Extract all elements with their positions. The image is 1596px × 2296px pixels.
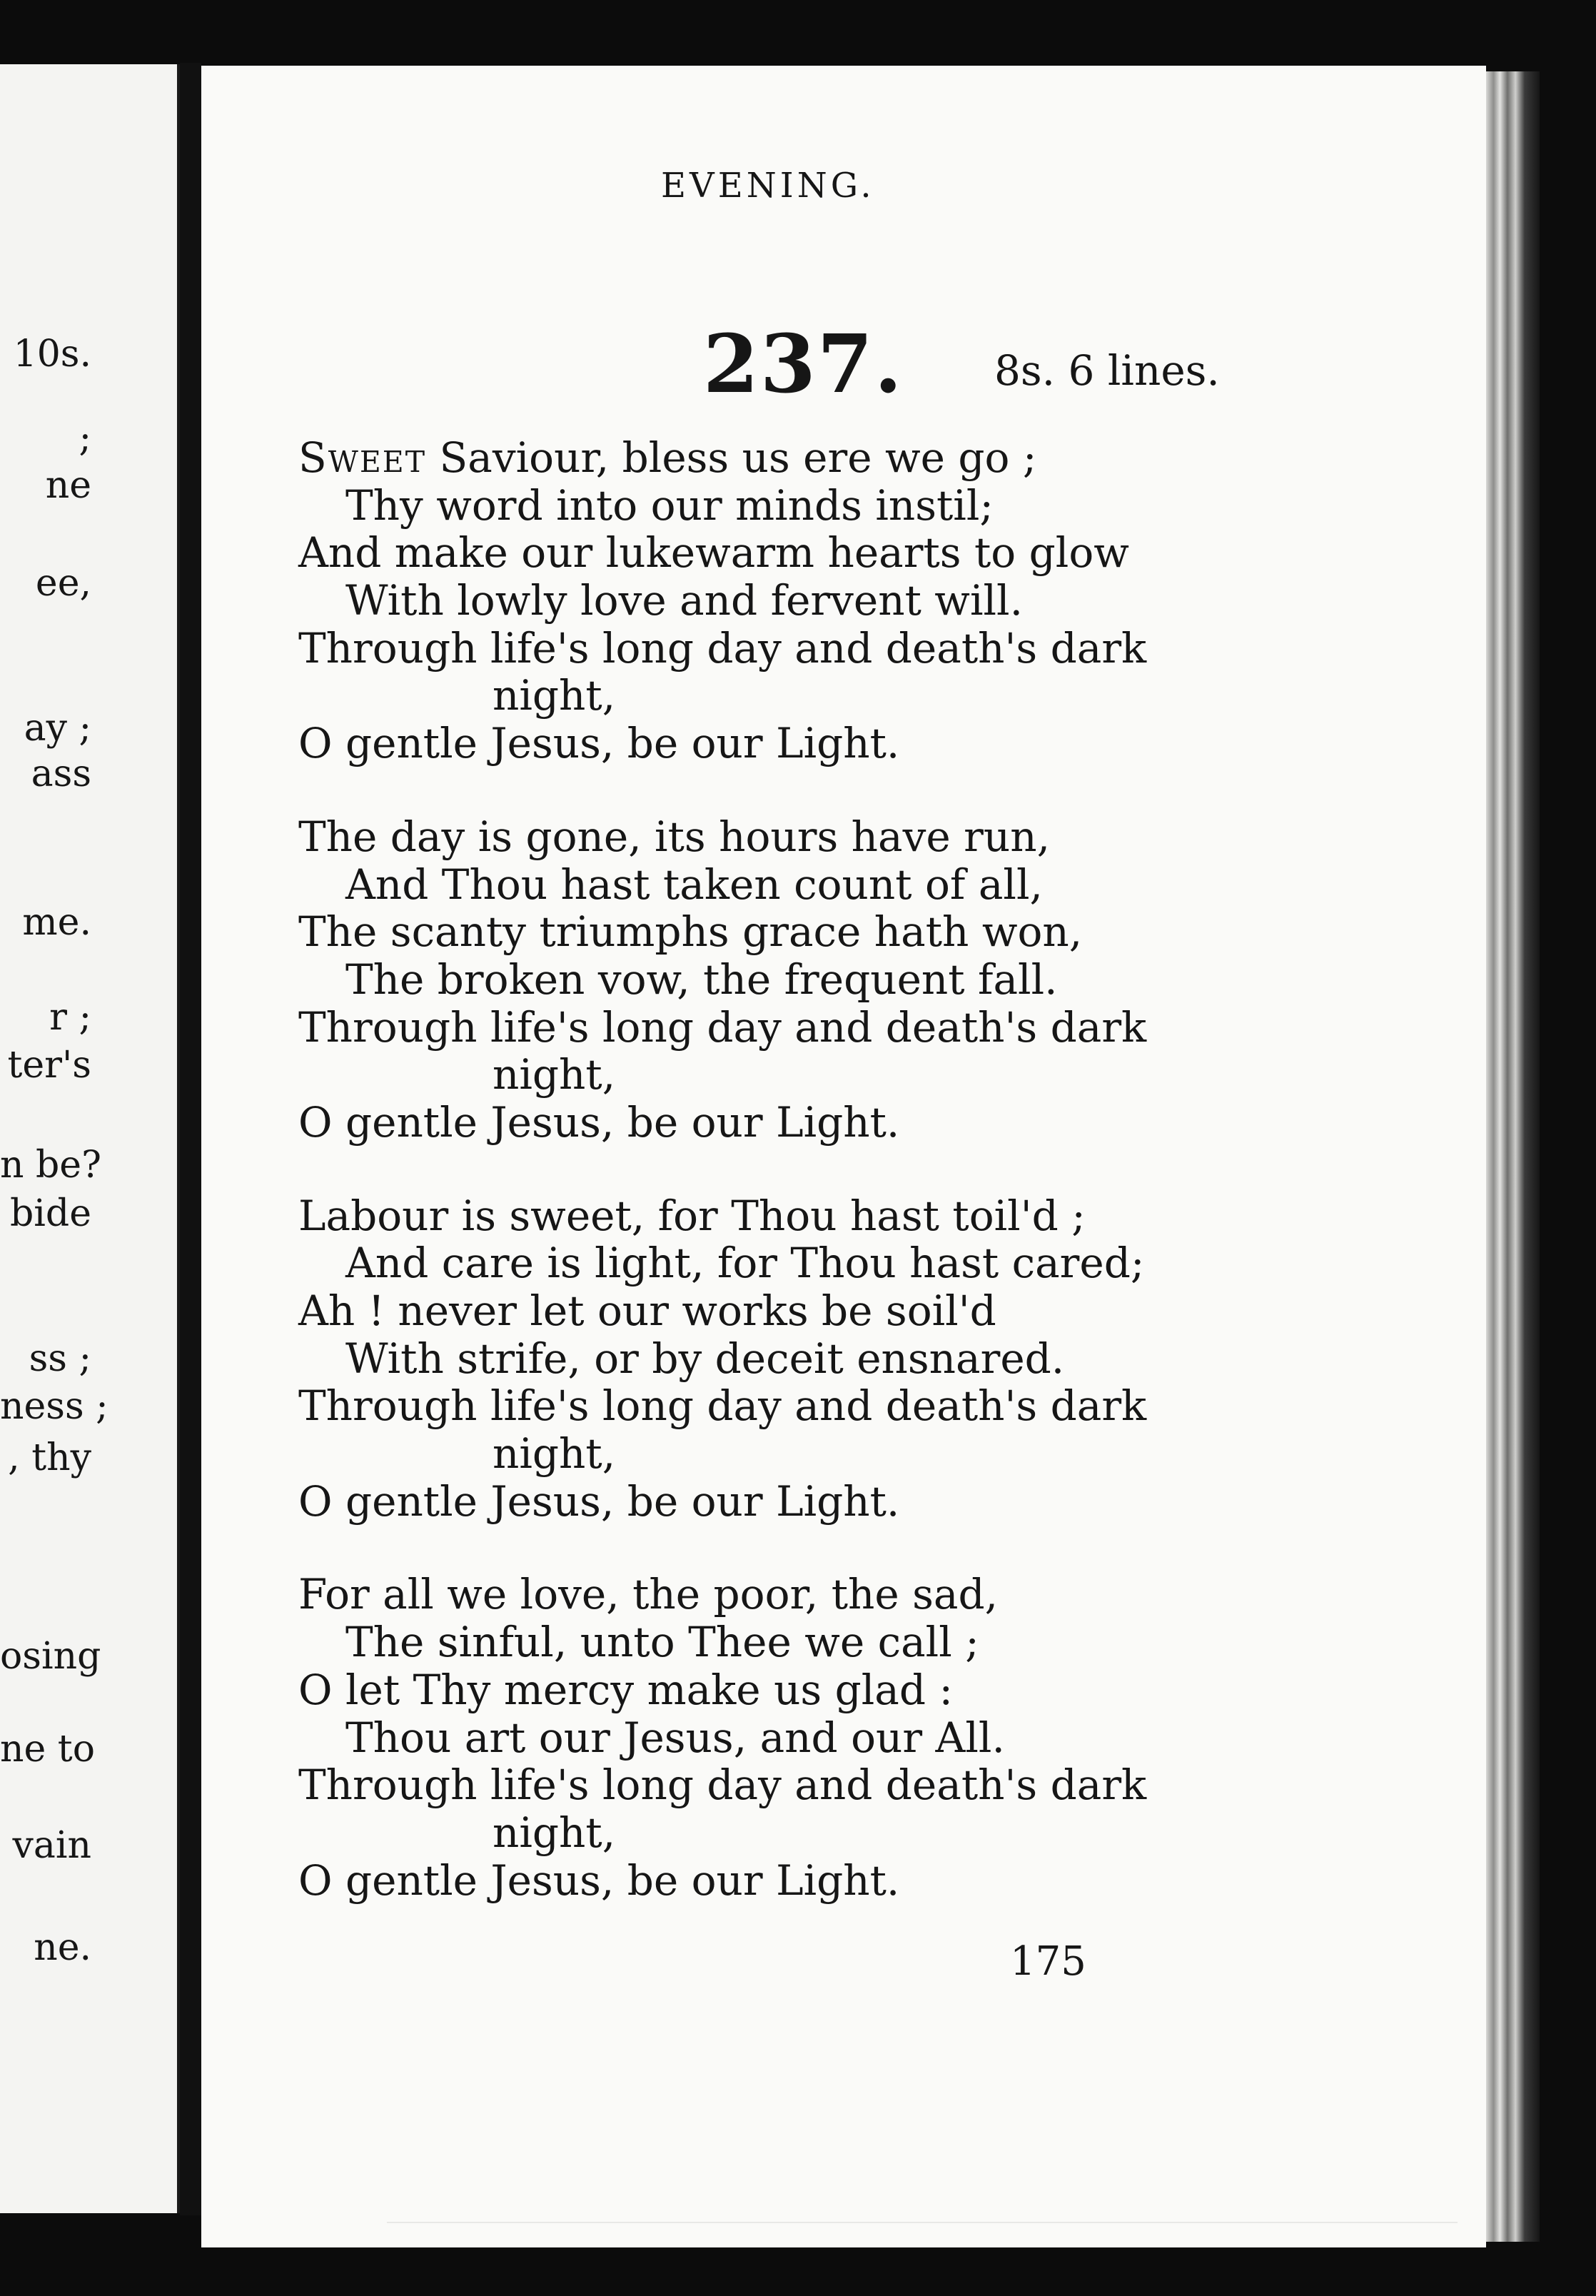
verse-line: Through life's long day and death's dark <box>298 1761 1147 1810</box>
left-page-fragment: ass <box>31 752 91 795</box>
left-page-fragment: bide <box>10 1192 91 1235</box>
verse-line: night, <box>493 1808 616 1857</box>
verse-line: And make our lukewarm hearts to glow <box>298 528 1129 578</box>
verse-line: With strife, or by deceit ensnared. <box>345 1334 1065 1383</box>
verse-line: O gentle Jesus, be our Light. <box>298 1856 900 1905</box>
left-page-fragment: ness ; <box>0 1385 108 1428</box>
verse-line: Through life's long day and death's dark <box>298 1002 1147 1052</box>
verse-line: The sinful, unto Thee we call ; <box>345 1618 979 1667</box>
verse-line: For all we love, the poor, the sad, <box>298 1570 999 1619</box>
opening-word: Sweet <box>298 433 427 482</box>
verse-line: night, <box>493 671 616 720</box>
left-page-fragment: ay ; <box>24 707 91 750</box>
left-page-fragment: r ; <box>49 996 91 1039</box>
left-page-fragment: , thy <box>8 1436 91 1479</box>
left-page-fragment: ne to <box>0 1728 95 1771</box>
stanza-4 <box>298 1571 1241 1904</box>
verse-line: Thy word into our minds instil; <box>345 480 994 530</box>
verse-line: night, <box>493 1050 616 1099</box>
stanza-3 <box>298 1192 1241 1526</box>
stanza-1 <box>298 434 1241 767</box>
verse-line: The day is gone, its hours have run, <box>298 812 1051 861</box>
verse-line: O gentle Jesus, be our Light. <box>298 1476 900 1526</box>
verse-line: Labour is sweet, for Thou hast toil'd ; <box>298 1191 1086 1240</box>
verse-line: O gentle Jesus, be our Light. <box>298 719 900 768</box>
left-page-fragment: ne <box>45 464 91 507</box>
verse-line <box>298 434 1241 482</box>
verse-line: Thou art our Jesus, and our All. <box>345 1713 1005 1762</box>
verse-line: O gentle Jesus, be our Light. <box>298 1097 900 1147</box>
verse-line: The broken vow, the frequent fall. <box>345 955 1058 1004</box>
verse-line: And care is light, for Thou hast cared; <box>345 1239 1145 1288</box>
verse-line: O let Thy mercy make us glad : <box>298 1665 953 1714</box>
verse-line: And Thou hast taken count of all, <box>345 860 1043 909</box>
verse-line: night, <box>493 1429 616 1479</box>
verse-line: Ah ! never let our works be soil'd <box>298 1287 996 1335</box>
left-page-fragment: ; <box>79 417 91 460</box>
verse-line: Through life's long day and death's dark <box>298 1381 1147 1431</box>
left-page <box>0 64 180 2213</box>
hymn-meter: 8s. 6 lines. <box>994 346 1220 395</box>
left-page-fragment: ne. <box>34 1926 91 1969</box>
page-number: 175 <box>1010 1938 1086 1985</box>
hymn-number: 237. <box>703 318 904 411</box>
left-page-fragment: osing <box>0 1635 101 1678</box>
verse-line: The scanty triumphs grace hath won, <box>298 907 1083 957</box>
page-edge-shadow <box>1486 71 1540 2242</box>
left-page-fragment: ss ; <box>29 1337 91 1380</box>
left-page-fragment: n be? <box>0 1144 101 1187</box>
left-page-fragment: ee, <box>35 562 91 605</box>
left-page-fragment: 10s. <box>13 333 91 376</box>
left-page-fragment: ter's <box>7 1044 91 1087</box>
verse-line: With lowly love and fervent will. <box>345 576 1024 625</box>
verse-line: Through life's long day and death's dark <box>298 623 1147 673</box>
verse-line-text: Saviour, bless us ere we go ; <box>426 433 1037 482</box>
hymn-text <box>298 434 1241 1950</box>
left-page-fragment: vain <box>12 1824 91 1867</box>
stanza-2 <box>298 813 1241 1147</box>
running-header: EVENING. <box>661 166 875 206</box>
left-gutter-shadow <box>180 63 201 2215</box>
left-page-fragment: me. <box>22 901 91 944</box>
